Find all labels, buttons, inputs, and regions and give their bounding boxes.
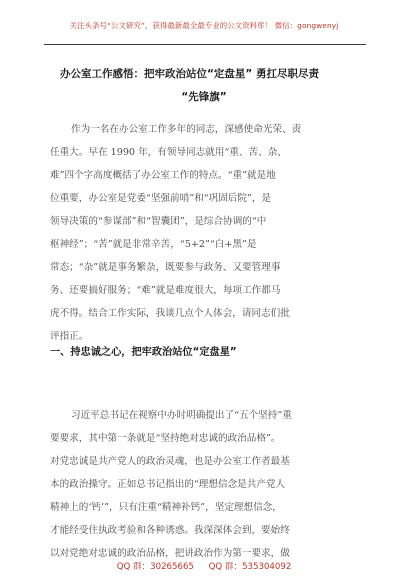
document-title: 办公室工作感悟：把牢政治站位“定盘星” 勇扛尽职尽责 [60, 68, 319, 80]
qq-group-1[interactable]: QQ 群：30265665 [116, 562, 194, 572]
paragraph-line: 习近平总书记在视察中办时明确提出了“五个坚持”重 [71, 410, 292, 421]
paragraph-line: 任重大。早在 1990 年，有领导同志就用“重、苦、杂、 [50, 147, 287, 158]
paragraph-line: 作为一名在办公室工作多年的同志，深感使命光荣、责 [71, 124, 302, 135]
qq-group-2[interactable]: QQ 群：535304092 [208, 562, 292, 572]
footer-contact [0, 560, 408, 572]
paragraph-line: 枢神经”；“苦”就是非常辛苦，“5+2”“白+黑”是 [50, 239, 257, 250]
section-paragraph [50, 404, 366, 565]
paragraph-line: 常态；“杂”就是事务繁杂，既要参与政务、又要管理事 [50, 262, 281, 273]
paragraph-line: 以对党绝对忠诚的政治品格，把讲政治作为第一要求，做 [50, 548, 290, 559]
paragraph-line: 难”四个字高度概括了办公室工作的特点。“重”就是地 [50, 170, 276, 181]
section-heading: 一、持忠诚之心，把牢政治站位“定盘星” [50, 347, 237, 358]
paragraph-line: 精神上的‘钙’”，只有注重“精神补钙”，坚定理想信念， [50, 502, 282, 513]
paragraph-line: 本的政治操守。正如总书记指出的“理想信念是共产党人 [50, 479, 286, 490]
paragraph-line: 对党忠诚是共产党人的政治灵魂，也是办公室工作者最基 [50, 456, 290, 467]
paragraph-line: 务、还要搞好服务；“难”就是难度很大，每项工作都马 [50, 285, 281, 296]
paragraph-line: 位重要，办公室是党委“坚强前哨”和“巩固后院”，是 [50, 193, 272, 204]
document-title-continued: “先锋旗” [181, 91, 227, 103]
promo-banner[interactable]: 关注头条号“公文研究”，获得最新最全最专业的公文资料库！ 微信：gongwenyj [69, 21, 339, 30]
intro-paragraph [50, 118, 366, 348]
header-divider [44, 44, 366, 45]
paragraph-line: 才能经受住执政考验和各种诱惑。我深深体会到，要始终 [50, 525, 290, 536]
paragraph-line: 要要求，其中第一条就是“坚持绝对忠诚的政治品格”。 [50, 433, 281, 444]
paragraph-line: 评指正。 [50, 331, 89, 342]
paragraph-line: 虎不得。结合工作实际，我谈几点个人体会，请同志们批 [50, 308, 290, 319]
paragraph-line: 领导决策的“参谋部”和“智囊团”，是综合协调的“中 [50, 216, 267, 227]
